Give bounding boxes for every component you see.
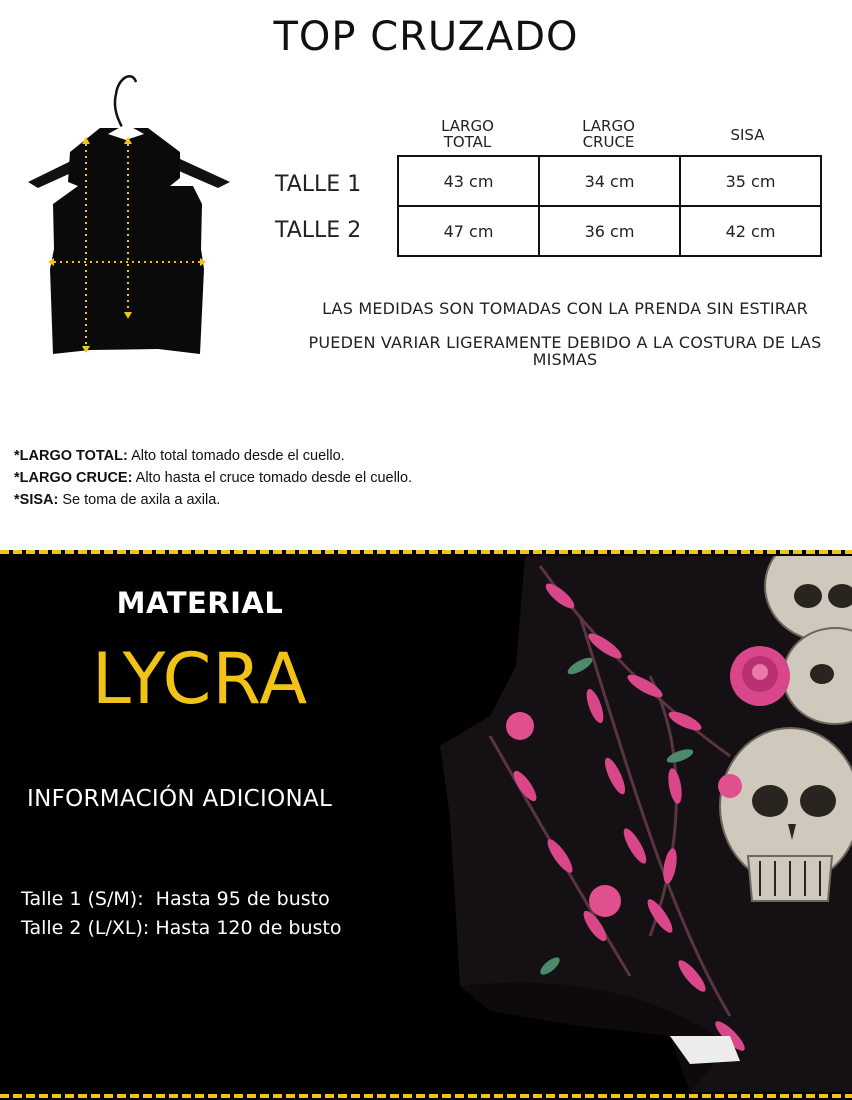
column-header-line: LARGO: [441, 117, 494, 135]
page-title: TOP CRUZADO: [273, 14, 579, 60]
definition-text: Alto hasta el cruce tomado desde el cuello.: [132, 470, 413, 486]
definition-sisa: [14, 489, 412, 511]
column-header-largo-total: [397, 118, 538, 150]
row-label-talle-1: TALLE 1: [275, 172, 362, 197]
table-cell: 42 cm: [680, 206, 821, 256]
table-row: [398, 206, 821, 256]
column-header-line: CRUCE: [582, 133, 635, 151]
row-label-talle-2: TALLE 2: [275, 218, 362, 243]
material-section: [0, 550, 852, 1100]
column-header-sisa: [677, 127, 818, 143]
size-table: [397, 155, 822, 257]
column-header-line: TOTAL: [443, 133, 492, 151]
info-line-talle-1: Talle 1 (S/M): Hasta 95 de busto: [21, 888, 330, 910]
table-cell: 47 cm: [398, 206, 539, 256]
definition-term: *LARGO CRUCE:: [14, 470, 133, 486]
table-row: [398, 156, 821, 206]
hanger-top-icon: [8, 64, 248, 364]
definition-largo-total: [14, 445, 412, 467]
definition-largo-cruce: [14, 467, 412, 489]
column-header-largo-cruce: [538, 118, 679, 150]
top-dashed-border: [0, 550, 852, 554]
table-cell: 35 cm: [680, 156, 821, 206]
skull-rose-print-photo: [430, 556, 852, 1092]
definition-text: Se toma de axila a axila.: [58, 492, 221, 508]
table-cell: 43 cm: [398, 156, 539, 206]
definition-term: *SISA:: [14, 492, 59, 508]
column-header-line: SISA: [730, 126, 765, 144]
definitions-list: [14, 445, 412, 511]
material-label: MATERIAL: [116, 586, 284, 620]
material-value: LYCRA: [91, 638, 309, 720]
definition-term: *LARGO TOTAL:: [14, 448, 128, 464]
table-cell: 36 cm: [539, 206, 680, 256]
table-cell: 34 cm: [539, 156, 680, 206]
definition-text: Alto total tomado desde el cuello.: [127, 448, 345, 464]
seam-variation-note: PUEDEN VARIAR LIGERAMENTE DEBIDO A LA COSTURA DE LAS MISMAS: [308, 333, 822, 369]
column-header-line: LARGO: [582, 117, 635, 135]
measurement-note: LAS MEDIDAS SON TOMADAS CON LA PRENDA SIN ESTIRAR: [322, 299, 808, 318]
info-line-talle-2: Talle 2 (L/XL): Hasta 120 de busto: [21, 917, 342, 939]
additional-info-title: INFORMACIÓN ADICIONAL: [27, 786, 333, 812]
bottom-dashed-border: [0, 1094, 852, 1098]
